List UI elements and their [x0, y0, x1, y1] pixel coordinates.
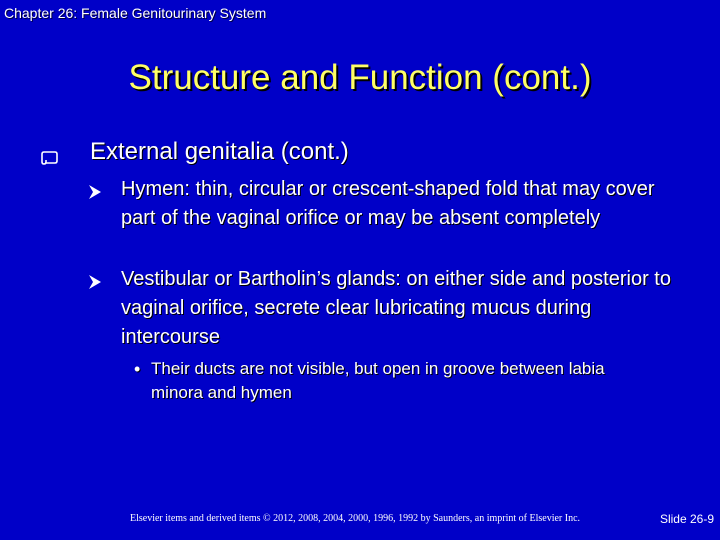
main-bullet-text: External genitalia (cont.) [90, 138, 349, 165]
scroll-bullet-icon [40, 144, 58, 158]
arrow-bullet-icon [88, 180, 102, 196]
chapter-header: Chapter 26: Female Genitourinary System [4, 5, 267, 21]
arrow-bullet-icon [88, 270, 102, 286]
sub-bullet-text: Hymen: thin, circular or crescent-shaped fold that may cover part of the vaginal orifice or may be absent completely [121, 178, 655, 229]
detail-bullet-text: Their ducts are not visible, but open in groove between labia minora and hymen [151, 359, 605, 402]
slide-title: Structure and Function (cont.) [128, 58, 592, 97]
sub-bullet-text: Vestibular or Bartholin’s glands: on either side and posterior to vaginal orifice, secrete clear lubricating mucus during intercourse [121, 268, 671, 348]
copyright-footer: Elsevier items and derived items © 2012, 2008, 2004, 2000, 1996, 1992 by Saunders, an imprint of Elsevier Inc. [130, 513, 581, 524]
dot-bullet-icon: • [134, 359, 141, 379]
slide-number: Slide 26-9 [659, 512, 714, 526]
